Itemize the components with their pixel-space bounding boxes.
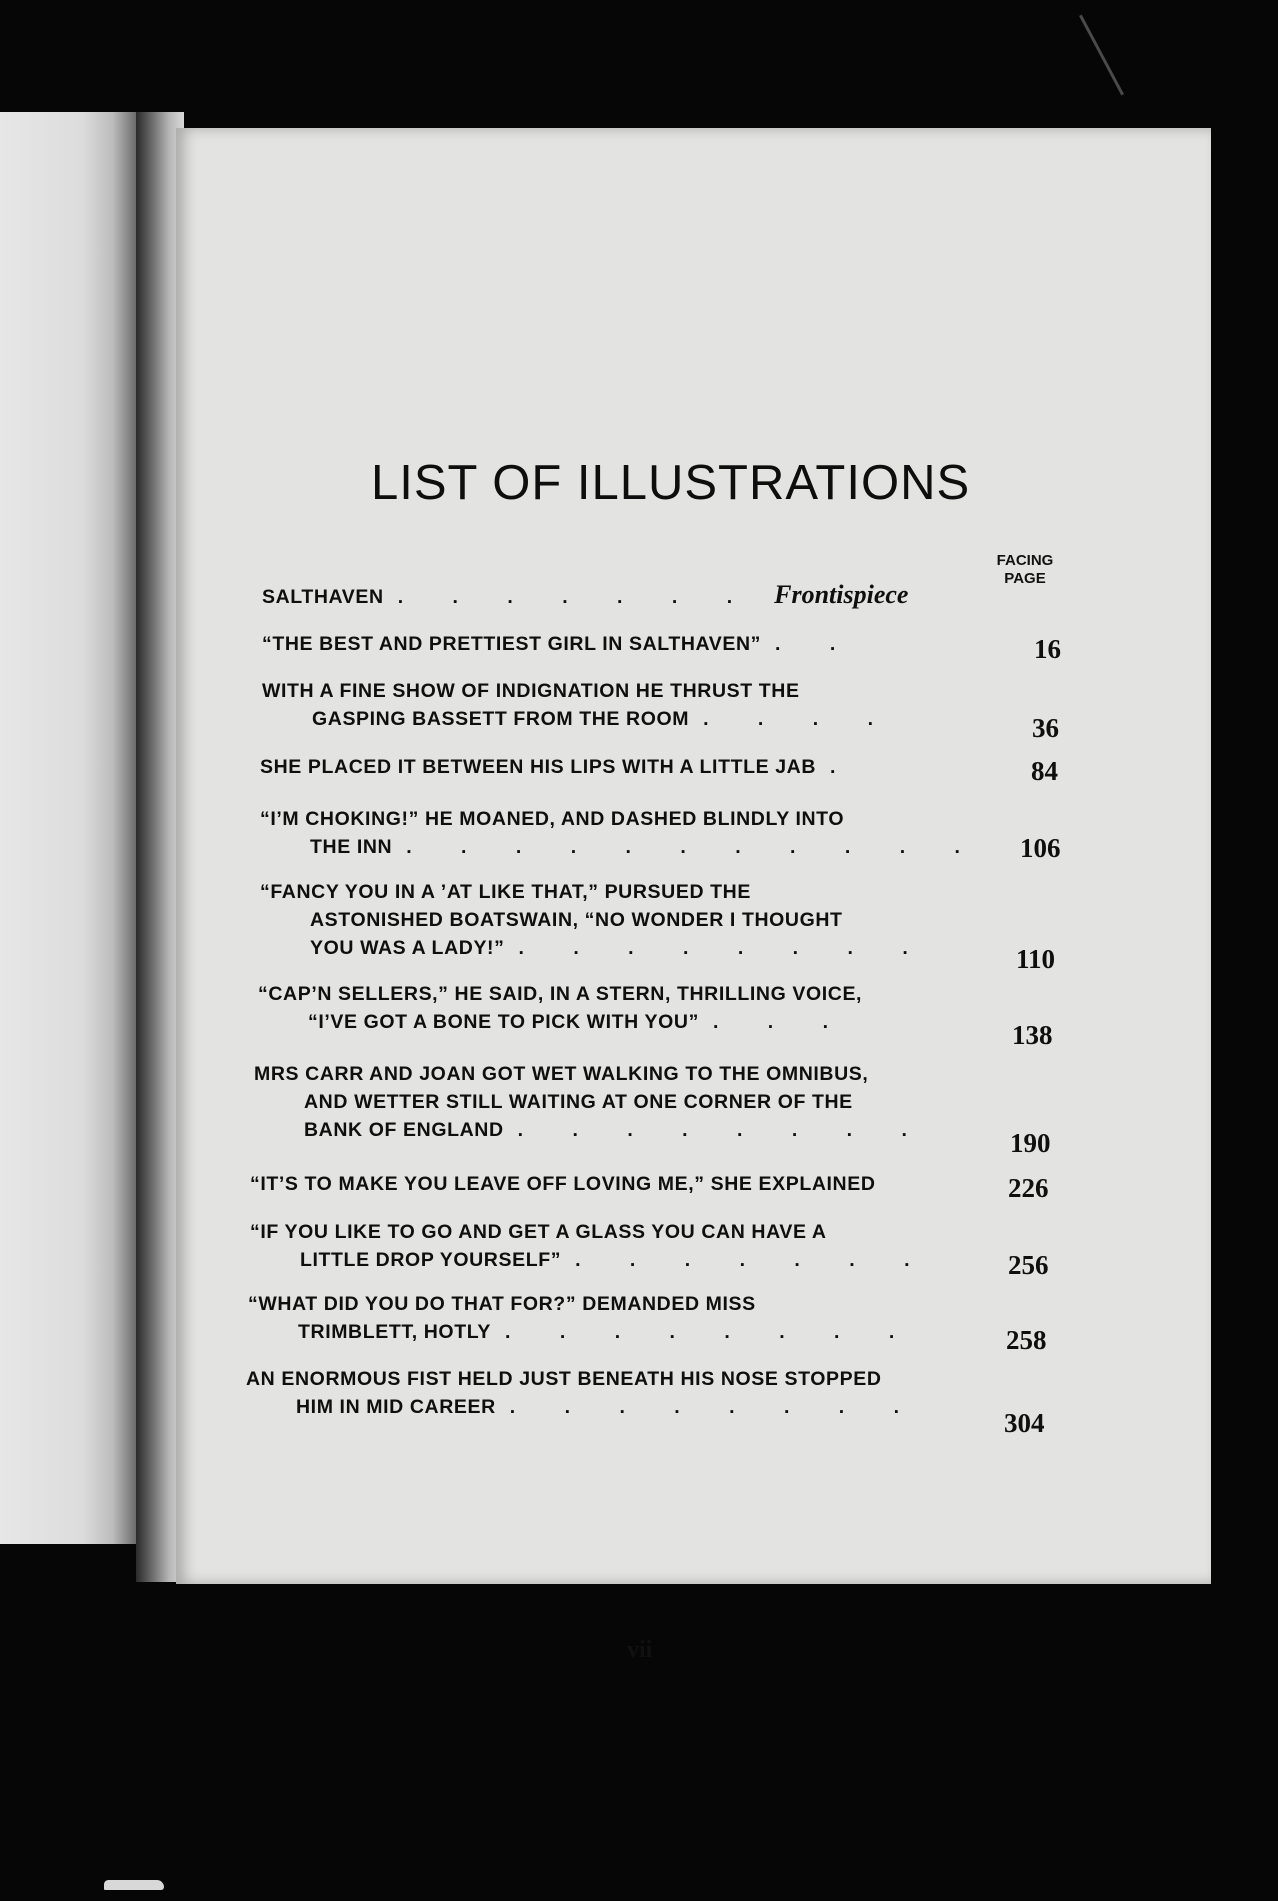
- illustration-entry: [262, 677, 1022, 733]
- leader-dots: .: [830, 756, 858, 778]
- scan-artifact: [104, 1880, 164, 1890]
- facing-header-line: PAGE: [1004, 570, 1046, 587]
- illustration-entry: [260, 878, 1020, 962]
- entry-page: 138: [1012, 1020, 1053, 1050]
- entry-page: 258: [1006, 1325, 1047, 1355]
- leader-dots: . . . .: [703, 708, 896, 730]
- illustration-entry: [248, 1290, 1020, 1346]
- entry-page: 84: [1031, 756, 1058, 786]
- entry-page: 256: [1008, 1250, 1049, 1280]
- illustration-entry: [254, 1060, 1020, 1144]
- entry-page: Frontispiece: [774, 581, 909, 609]
- entry-page: 190: [1010, 1128, 1051, 1158]
- leader-dots: . . . . . . . .: [505, 1321, 917, 1343]
- entry-caption: THE INN: [310, 836, 393, 858]
- entry-caption: “FANCY YOU IN A ’AT LIKE THAT,” PURSUED THE: [260, 881, 751, 903]
- leader-dots: . . .: [712, 1011, 851, 1033]
- entry-page: 304: [1004, 1408, 1045, 1438]
- left-page-edge: [0, 112, 150, 1544]
- illustration-entry: [262, 630, 1022, 658]
- entry-page: 226: [1008, 1173, 1049, 1203]
- entry-caption: SHE PLACED IT BETWEEN HIS LIPS WITH A LITTLE JAB: [260, 756, 817, 778]
- entry-caption: TRIMBLETT, HOTLY: [298, 1321, 492, 1343]
- scan-artifact: [1079, 15, 1124, 96]
- illustration-entry: [260, 805, 1020, 861]
- entry-caption: SALTHAVEN: [262, 586, 384, 608]
- entry-caption: HIM IN MID CAREER: [296, 1396, 496, 1418]
- entry-caption: “I’M CHOKING!” HE MOANED, AND DASHED BLINDLY INTO: [260, 808, 845, 830]
- illustration-entry: [246, 1365, 1020, 1421]
- entry-page: 16: [1034, 634, 1061, 664]
- illustration-entry: [250, 1218, 1020, 1274]
- entry-caption: GASPING BASSETT FROM THE ROOM: [312, 708, 690, 730]
- facing-header-line: FACING: [996, 552, 1054, 569]
- leader-dots: . .: [775, 633, 858, 655]
- entry-page: 106: [1020, 833, 1061, 863]
- leader-dots: . . . . . . . .: [517, 1119, 929, 1141]
- entry-caption: “CAP’N SELLERS,” HE SAID, IN A STERN, THRILLING VOICE,: [258, 983, 863, 1005]
- illustration-entry: [258, 980, 1020, 1036]
- entry-caption: LITTLE DROP YOURSELF”: [300, 1249, 562, 1271]
- entry-caption: BANK OF ENGLAND: [304, 1119, 504, 1141]
- entry-caption: “THE BEST AND PRETTIEST GIRL IN SALTHAVEN”: [262, 633, 761, 655]
- entry-caption: AN ENORMOUS FIST HELD JUST BENEATH HIS NOSE STOPPED: [246, 1368, 882, 1390]
- entry-caption: YOU WAS A LADY!”: [310, 937, 505, 959]
- illustration-entry: [250, 1170, 1020, 1198]
- entry-caption: “WHAT DID YOU DO THAT FOR?” DEMANDED MISS: [248, 1293, 756, 1315]
- entry-caption: “IT’S TO MAKE YOU LEAVE OFF LOVING ME,” SHE EXPLAINED: [250, 1173, 876, 1195]
- illustration-entry: [260, 753, 1020, 781]
- entry-caption: MRS CARR AND JOAN GOT WET WALKING TO THE OMNIBUS,: [254, 1063, 869, 1085]
- entry-caption: ASTONISHED BOATSWAIN, “NO WONDER I THOUGHT: [310, 909, 843, 931]
- leader-dots: . . . . . . .: [397, 586, 755, 608]
- page-title: LIST OF ILLUSTRATIONS: [371, 456, 971, 510]
- illustration-entry: [262, 581, 1002, 611]
- leader-dots: . . . . . . . . . . .: [406, 836, 982, 858]
- entry-page: 36: [1032, 713, 1059, 743]
- page-number: vii: [627, 1637, 653, 1663]
- entry-caption: “I’VE GOT A BONE TO PICK WITH YOU”: [308, 1011, 699, 1033]
- entry-page: 110: [1016, 944, 1056, 974]
- entry-caption: AND WETTER STILL WAITING AT ONE CORNER OF THE: [304, 1091, 853, 1113]
- leader-dots: . . . . . . . .: [509, 1396, 922, 1418]
- leader-dots: . . . . . . .: [575, 1249, 932, 1271]
- entry-caption: “IF YOU LIKE TO GO AND GET A GLASS YOU CAN HAVE A: [250, 1221, 827, 1243]
- leader-dots: . . . . . . . .: [518, 937, 930, 959]
- entry-caption: WITH A FINE SHOW OF INDIGNATION HE THRUST THE: [262, 680, 800, 702]
